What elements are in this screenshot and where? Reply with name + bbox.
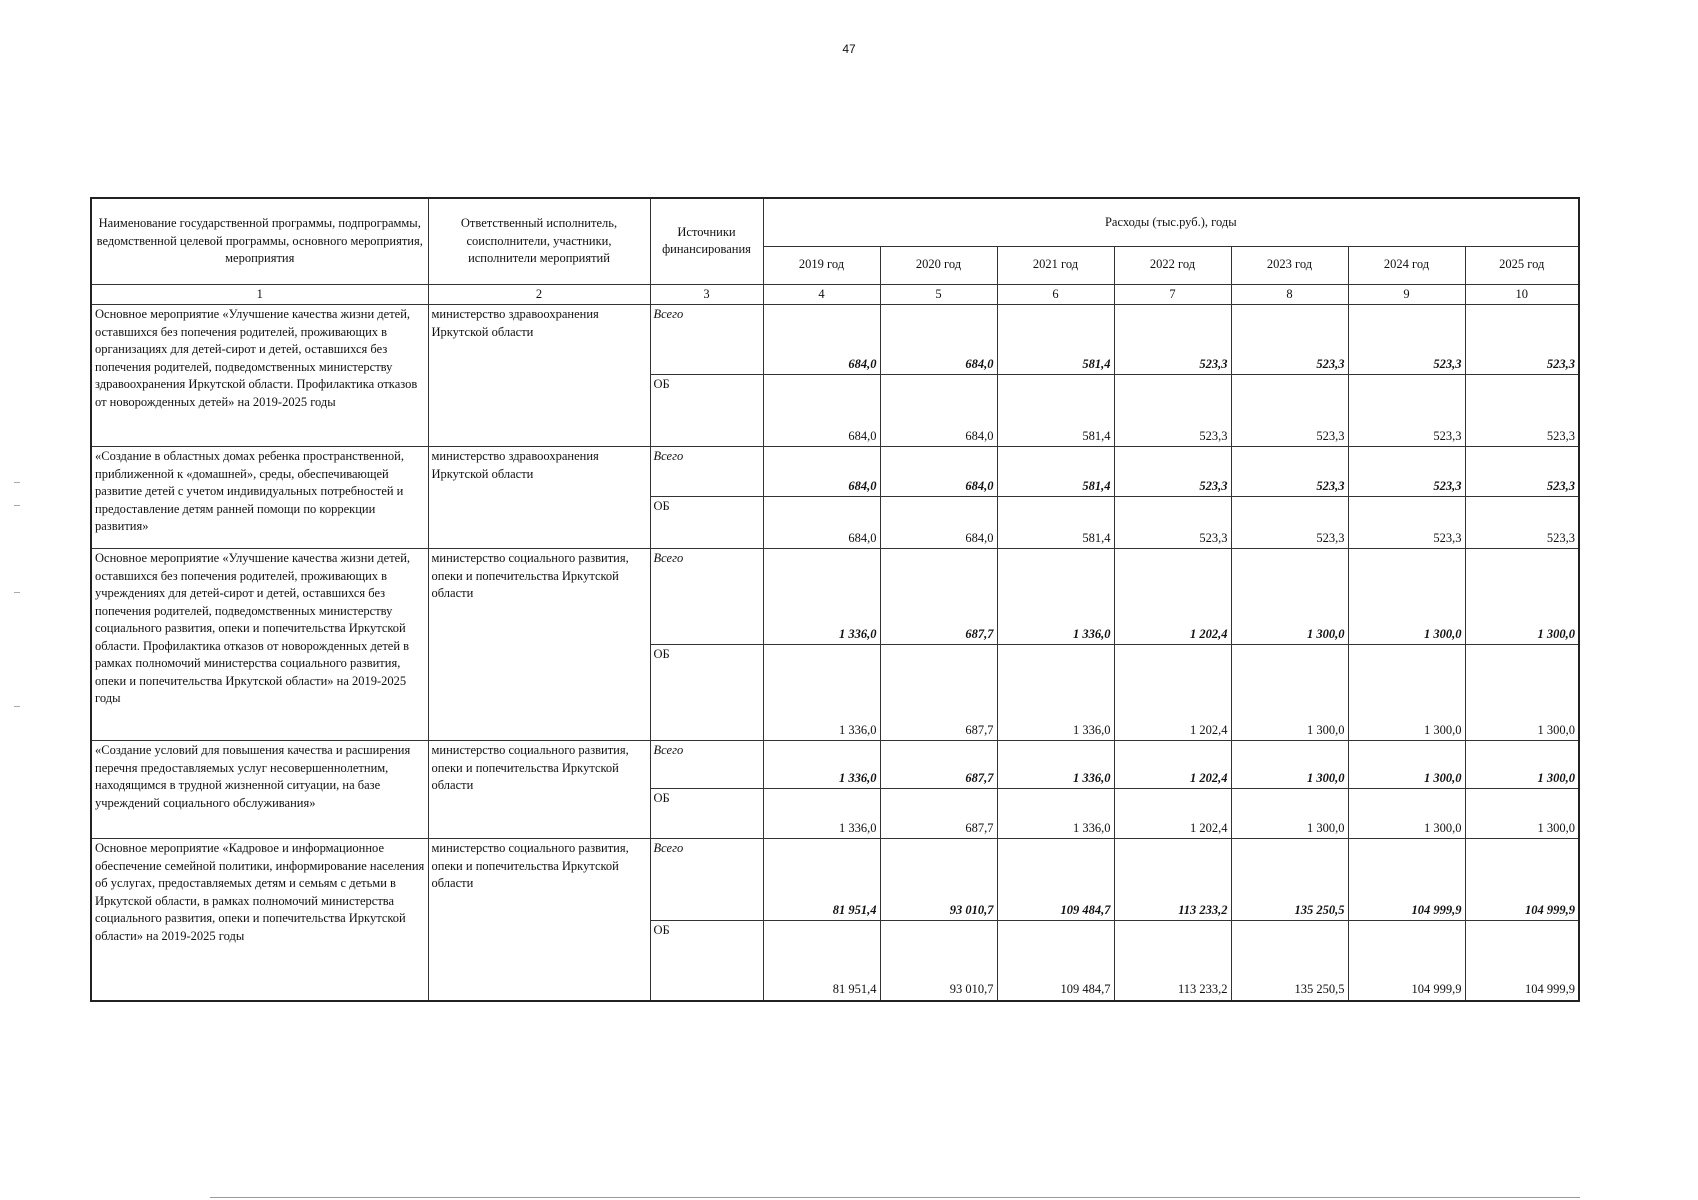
ob-amount: 1 336,0 <box>763 789 880 839</box>
ob-amount: 523,3 <box>1231 375 1348 447</box>
ob-amount: 1 300,0 <box>1465 645 1579 741</box>
source-total-label: Всего <box>650 447 763 497</box>
header-source-column: Источники финансирования <box>650 198 763 284</box>
table-row <box>91 549 1579 645</box>
total-amount: 1 300,0 <box>1348 549 1465 645</box>
total-amount: 1 202,4 <box>1114 741 1231 789</box>
column-number: 3 <box>650 284 763 305</box>
header-year: 2020 год <box>880 246 997 284</box>
total-amount: 93 010,7 <box>880 839 997 921</box>
margin-mark <box>14 505 20 506</box>
header-year: 2021 год <box>997 246 1114 284</box>
activity-name: «Создание в областных домах ребенка пространственной, приближенной к «домашней», среды, обеспечивающей развитие детей с учетом индивидуальных потребностей и предоставление детям ранней помощи по коррекции развития» <box>91 447 428 549</box>
bottom-rule <box>210 1197 1580 1198</box>
header-year: 2019 год <box>763 246 880 284</box>
page-number: 47 <box>842 42 856 56</box>
table-body <box>91 305 1579 1001</box>
column-number: 5 <box>880 284 997 305</box>
source-total-label: Всего <box>650 839 763 921</box>
column-number: 8 <box>1231 284 1348 305</box>
activity-name: «Создание условий для повышения качества и расширения перечня предоставляемых услуг несовершеннолетним, находящимся в трудной жизненной ситуации, на базе учреждений социального обслуживания» <box>91 741 428 839</box>
header-year: 2022 год <box>1114 246 1231 284</box>
budget-table <box>90 197 1580 1002</box>
total-amount: 1 336,0 <box>763 549 880 645</box>
column-number: 4 <box>763 284 880 305</box>
table-row <box>91 839 1579 921</box>
total-amount: 684,0 <box>880 305 997 375</box>
total-amount: 104 999,9 <box>1348 839 1465 921</box>
total-amount: 581,4 <box>997 305 1114 375</box>
header-executor-column: Ответственный исполнитель, соисполнители, участники, исполнители мероприятий <box>428 198 650 284</box>
ob-amount: 104 999,9 <box>1465 921 1579 1001</box>
source-ob-label: ОБ <box>650 645 763 741</box>
total-amount: 523,3 <box>1114 305 1231 375</box>
total-amount: 81 951,4 <box>763 839 880 921</box>
column-number: 7 <box>1114 284 1231 305</box>
ob-amount: 684,0 <box>880 375 997 447</box>
table-row <box>91 305 1579 375</box>
margin-mark <box>14 482 20 483</box>
total-amount: 1 300,0 <box>1231 741 1348 789</box>
ob-amount: 109 484,7 <box>997 921 1114 1001</box>
total-amount: 1 300,0 <box>1231 549 1348 645</box>
column-number: 9 <box>1348 284 1465 305</box>
source-ob-label: ОБ <box>650 375 763 447</box>
total-amount: 1 300,0 <box>1465 549 1579 645</box>
table-row <box>91 447 1579 497</box>
margin-mark <box>14 592 20 593</box>
total-amount: 135 250,5 <box>1231 839 1348 921</box>
table-row <box>91 741 1579 789</box>
total-amount: 684,0 <box>763 305 880 375</box>
column-number: 2 <box>428 284 650 305</box>
total-amount: 684,0 <box>763 447 880 497</box>
source-total-label: Всего <box>650 305 763 375</box>
source-ob-label: ОБ <box>650 921 763 1001</box>
total-amount: 523,3 <box>1348 305 1465 375</box>
activity-name: Основное мероприятие «Улучшение качества жизни детей, оставшихся без попечения родителей, проживающих в организациях для детей-сирот и детей, оставшихся без попечения родителей, подведомственных министерству здравоохранения Иркутской области. Профилактика отказов от новорожденных детей» на 2019-2025 годы <box>91 305 428 447</box>
header-expenses: Расходы (тыс.руб.), годы <box>763 198 1579 246</box>
total-amount: 1 336,0 <box>997 741 1114 789</box>
total-amount: 1 202,4 <box>1114 549 1231 645</box>
total-amount: 104 999,9 <box>1465 839 1579 921</box>
total-amount: 523,3 <box>1231 305 1348 375</box>
ob-amount: 523,3 <box>1231 497 1348 549</box>
total-amount: 113 233,2 <box>1114 839 1231 921</box>
total-amount: 1 336,0 <box>997 549 1114 645</box>
ob-amount: 684,0 <box>763 497 880 549</box>
activity-name: Основное мероприятие «Кадровое и информационное обеспечение семейной политики, информирование населения об услугах, предоставляемых детям и семьям с детьми в Иркутской области, в рамках полномочий министерства социального развития, опеки и попечительства Иркутской области» на 2019-2025 годы <box>91 839 428 1001</box>
total-amount: 687,7 <box>880 741 997 789</box>
activity-name: Основное мероприятие «Улучшение качества жизни детей, оставшихся без попечения родителей, проживающих в учреждениях для детей-сирот и детей, оставшихся без попечения родителей, подведомственных министерству социального развития, опеки и попечительства Иркутской области. Профилактика отказов от новорожденных детей в рамках полномочий министерства социального развития, опеки и попечительства Иркутской области» на 2019-2025 годы <box>91 549 428 741</box>
ob-amount: 523,3 <box>1348 497 1465 549</box>
total-amount: 523,3 <box>1348 447 1465 497</box>
ob-amount: 1 300,0 <box>1231 789 1348 839</box>
header-year: 2024 год <box>1348 246 1465 284</box>
ob-amount: 523,3 <box>1348 375 1465 447</box>
ob-amount: 523,3 <box>1114 497 1231 549</box>
total-amount: 684,0 <box>880 447 997 497</box>
source-ob-label: ОБ <box>650 497 763 549</box>
total-amount: 581,4 <box>997 447 1114 497</box>
total-amount: 687,7 <box>880 549 997 645</box>
ob-amount: 1 336,0 <box>763 645 880 741</box>
ob-amount: 1 202,4 <box>1114 645 1231 741</box>
header-year: 2023 год <box>1231 246 1348 284</box>
ob-amount: 93 010,7 <box>880 921 997 1001</box>
column-numbers-row <box>91 284 1579 305</box>
column-number: 10 <box>1465 284 1579 305</box>
source-total-label: Всего <box>650 741 763 789</box>
ob-amount: 104 999,9 <box>1348 921 1465 1001</box>
total-amount: 109 484,7 <box>997 839 1114 921</box>
ob-amount: 684,0 <box>880 497 997 549</box>
executor: министерство здравоохранения Иркутской области <box>428 447 650 549</box>
column-number: 1 <box>91 284 428 305</box>
ob-amount: 1 300,0 <box>1465 789 1579 839</box>
ob-amount: 1 202,4 <box>1114 789 1231 839</box>
ob-amount: 523,3 <box>1465 497 1579 549</box>
source-total-label: Всего <box>650 549 763 645</box>
executor: министерство социального развития, опеки и попечительства Иркутской области <box>428 549 650 741</box>
executor: министерство социального развития, опеки и попечительства Иркутской области <box>428 839 650 1001</box>
total-amount: 523,3 <box>1114 447 1231 497</box>
ob-amount: 581,4 <box>997 497 1114 549</box>
ob-amount: 1 300,0 <box>1231 645 1348 741</box>
total-amount: 1 336,0 <box>763 741 880 789</box>
ob-amount: 684,0 <box>763 375 880 447</box>
ob-amount: 1 300,0 <box>1348 789 1465 839</box>
header-name-column: Наименование государственной программы, подпрограммы, ведомственной целевой программы, основного мероприятия, мероприятия <box>91 198 428 284</box>
ob-amount: 687,7 <box>880 789 997 839</box>
source-ob-label: ОБ <box>650 789 763 839</box>
ob-amount: 135 250,5 <box>1231 921 1348 1001</box>
table-header <box>91 198 1579 305</box>
total-amount: 523,3 <box>1465 447 1579 497</box>
total-amount: 1 300,0 <box>1465 741 1579 789</box>
executor: министерство социального развития, опеки и попечительства Иркутской области <box>428 741 650 839</box>
ob-amount: 1 336,0 <box>997 789 1114 839</box>
total-amount: 523,3 <box>1231 447 1348 497</box>
header-year: 2025 год <box>1465 246 1579 284</box>
ob-amount: 581,4 <box>997 375 1114 447</box>
ob-amount: 1 336,0 <box>997 645 1114 741</box>
ob-amount: 113 233,2 <box>1114 921 1231 1001</box>
executor: министерство здравоохранения Иркутской области <box>428 305 650 447</box>
ob-amount: 1 300,0 <box>1348 645 1465 741</box>
ob-amount: 687,7 <box>880 645 997 741</box>
total-amount: 1 300,0 <box>1348 741 1465 789</box>
column-number: 6 <box>997 284 1114 305</box>
margin-mark <box>14 706 20 707</box>
ob-amount: 523,3 <box>1465 375 1579 447</box>
ob-amount: 523,3 <box>1114 375 1231 447</box>
total-amount: 523,3 <box>1465 305 1579 375</box>
ob-amount: 81 951,4 <box>763 921 880 1001</box>
